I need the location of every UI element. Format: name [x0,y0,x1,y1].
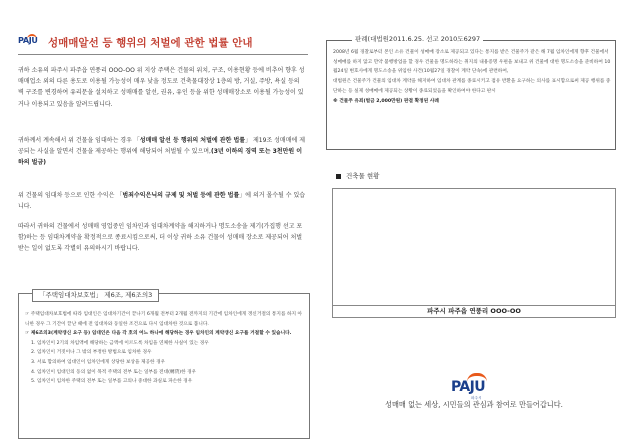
paju-logo [18,34,40,50]
court-case-body [333,48,613,106]
warning-penalty: (3년 이하의 징역 또는 3천만원 이하의 벌금) [18,148,303,167]
confiscation-suffix: 」에 의거 몰수될 수 있습니다. [18,192,306,211]
warning-prefix: 귀하께서 계속해서 위 건물을 임대하는 경우 「 [18,137,140,144]
footer-logo-subtext: 파주시 [471,396,482,400]
case-paragraph-2: 대법원은 건물주가 건물의 임대차 계약을 해지하여 임대차 관계를 종료시키고 점유 반환을 요구하는 의사를 표시함으로써 제공 행위를 중단하는 등 실제 성매매에 제공되는 상황이 종료되었음을 확인하여야 한다고 판시 [333,79,611,94]
confiscation-law-name: 범죄수익은닉의 규제 및 처벌 등에 관한 법률 [122,192,240,199]
housing-law-body [25,310,305,387]
law-clause-2: ☞ 제6조의3(계약갱신 요구 등) 임대인은 다음 각 호의 어느 하나에 해당하는 경우 임차인의 계약갱신 요구를 거절할 수 있습니다. [25,331,292,337]
law-item: 5. 임차인이 임차한 주택의 전부 또는 일부를 고의나 중대한 과실로 파손한 경우 [31,379,193,385]
law-item: 2. 임차인이 거짓이나 그 밖의 부정한 방법으로 임차한 경우 [31,350,152,356]
document-header [18,33,308,51]
confiscation-prefix: 위 건물의 임대차 등으로 인한 수익은 「 [18,192,123,199]
intro-paragraph: 귀하 소유의 파주시 파주읍 연풍리 OOO-OO 위 지상 주택은 건물의 위치, 구조, 이용현황 등에 비추어 향후 성매매업소 외의 다른 용도로 이용될 가능성이 매우 낮을 정도로 건축물대장상 1층의 방, 거실, 주방, 욕실 등의 벽 구조를 변경하여 유리문을 설치하고 성매매를 알선, 권유, 유인 등을 위한 성매매장소로 이용될 가능성이 있거나 이용되고 있음을 알려드립니다. [18,67,305,108]
warning-paragraph [18,135,306,169]
document-title: 성매매알선 등 행위의 처벌에 관한 법률 안내 [48,36,253,49]
law-clause-1: ☞ 주택임대차보호법에 따라 임대인은 임대차기간이 끝나기 6개월 전부터 2개월 전까지의 기간에 임차인에게 갱신거절의 통지를 하지 아니한 경우 그 기간이 끝난 때에 전 임대차와 동일한 조건으로 다시 임대차한 것으로 봅니다. [25,312,303,327]
law-item: 1. 임차인이 2기의 차임액에 해당하는 금액에 이르도록 차임을 연체한 사실이 있는 경우 [31,340,209,346]
housing-law-tab: 「주택임대차보호법」 제6조, 제6조의3 [32,289,159,302]
court-case-tab: 판례(대법원2011.6.25. 선고 2010도6297 [352,34,483,45]
warning-middle: 」 제19조 성매매에 제공되는 사실을 알면서 건물을 제공하는 행위에 해당되어 처벌될 수 있으며, [18,137,305,156]
building-status-heading [336,171,379,181]
case-paragraph-1: 2008년 6월 경찰로부터 본인 소유 건물이 성매매 장소로 제공되고 있다는 통지를 받은 건물주가 같은 해 7월 임차인에게 향후 건물에서 성매매를 하지 않고 만약 불행방업을 할 경우 건물을 명도하라는 취지의 내용증명 우편을 보내고 위 건물에 대한 명도소송을 준비하여 10월24일 변호사에게 명도소송을 위임한 사건(10월27일 경찰이 계약 단속)에 관련하여, [333,50,611,75]
logo-text: PAJU [18,36,38,45]
request-paragraph: 따라서 귀하의 건물에서 성매매 영업중인 임차인과 임대차계약을 해지하거나 명도소송을 제기(가집행 선고 포함)하는 등 임대차계약을 확정적으로 종료시킴으로써, 더 이상 귀하 소유 건물이 성매매 장소로 제공되어 처벌받는 일이 없도록 각별히 유의하시기 바랍니다. [18,223,303,253]
title-divider [18,54,308,55]
footer-logo-text: PAJU [451,379,485,395]
law-item: 3. 서로 합의하여 임대인이 임차인에게 상당한 보상을 제공한 경우 [31,359,166,365]
confiscation-paragraph [18,190,306,212]
building-status-label: 건축물 현황 [346,172,380,180]
law-item: 4. 임차인이 임대인의 동의 없이 목적 주택의 전부 또는 일부를 전대(轉貸)한 경우 [31,369,197,375]
warning-law-name: 성매매 알선 등 행위의 처벌에 관한 법률 [139,137,246,144]
building-address-caption: 파주시 파주읍 연풍리 OOO-OO [427,307,521,315]
building-photo-frame [332,188,616,318]
case-result: ※ 건물주 유죄(벌금 2,000만원) 판결 확정된 사례 [333,98,439,104]
square-bullet-icon [336,174,341,179]
campaign-slogan: 성매매 없는 세상, 시민들의 관심과 참여로 만들어갑니다. [385,400,563,409]
